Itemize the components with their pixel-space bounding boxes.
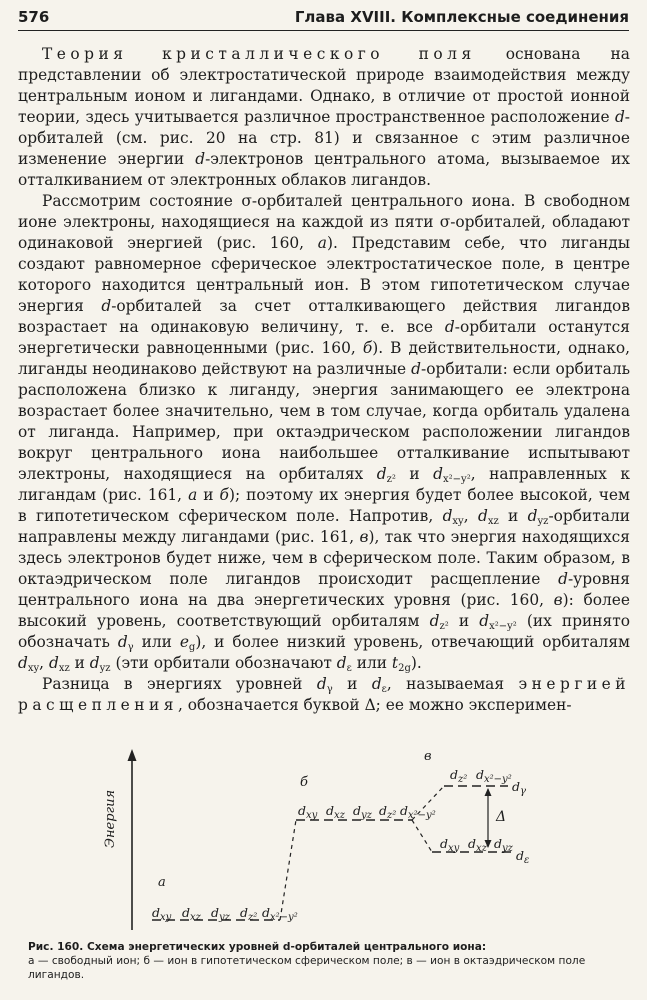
delta-label: Δ <box>496 809 507 825</box>
orbital-label-eg-z2: $d_{z^2}$ <box>450 767 468 785</box>
ref-letter: б <box>219 486 229 504</box>
ref-letter: а <box>188 486 198 504</box>
body-text <box>18 44 630 716</box>
orbital-subscript: xy <box>27 663 40 674</box>
orbital-symbol: d <box>429 612 440 630</box>
orbital-label-eg-x2y2: $d_{x^2-y^2}$ <box>476 767 512 785</box>
symbol-d: d <box>614 108 625 126</box>
orbital-subscript: ε <box>346 663 352 674</box>
text-run: основана на представлении об электростатической природе взаимодействия между центральным ионом и лигандами. Однако, в отличие от простой ионной теории, здесь учитывается различное пространственное расположение <box>18 45 630 126</box>
orbital-label-a-x2y2: $d_{x^2-y^2}$ <box>262 905 298 923</box>
running-title: Глава XVIII. Комплексные соединения <box>294 8 629 26</box>
energy-level-diagram <box>0 745 647 935</box>
symbol-d: d <box>444 318 455 336</box>
text-run: и <box>395 465 434 483</box>
text-run: , <box>463 507 478 525</box>
text-run: и <box>498 507 528 525</box>
text-run: -орбитали останутся энергетически равноценными (рис. 160, <box>18 318 630 357</box>
text-run: ). В действительности, однако, лиганды неодинаково действуют на различные <box>18 339 630 378</box>
text-run: и <box>197 486 220 504</box>
orbital-symbol: d <box>48 654 59 672</box>
text-run: и <box>69 654 90 672</box>
orbital-subscript: z² <box>439 621 449 632</box>
text-run: -орбитали направлены между лигандами (рис. 161, <box>18 507 631 546</box>
ref-letter: б <box>362 339 373 357</box>
figure-caption <box>28 940 628 982</box>
orbital-subscript: 2g <box>398 663 411 674</box>
spaced-term: Теория кристаллического поля <box>42 45 476 63</box>
text-run: Рассмотрим состояние σ-орбиталей центрального иона. В свободном ионе электроны, находящиеся на каждой из пяти σ-орбиталей, обладают одинаковой энергией (рис. 160, <box>18 192 630 252</box>
energy-axis-label: Энергия <box>103 789 118 848</box>
orbital-subscript: xy <box>452 516 464 527</box>
orbital-subscript: x²−y² <box>443 474 471 485</box>
orbital-symbol: d <box>336 654 347 672</box>
orbital-symbol: t <box>391 654 399 672</box>
orbital-label-b-z2: $d_{z^2}$ <box>379 803 397 821</box>
text-run: -орбиталей за счет отталкивающего действия лигандов возрастает на одинаковую величину, т. е. все <box>18 297 630 336</box>
text-run: -орбиталей (см. рис. 20 на стр. 81) и связанное с этим различное изменение энергии <box>18 108 630 168</box>
orbital-subscript: yz <box>537 516 549 527</box>
text-run: ): более высокий уровень, соответствующий орбиталям <box>18 591 631 630</box>
orbital-label-t2g-yz: $d_{yz}$ <box>494 836 513 854</box>
energy-axis-arrowhead <box>128 749 137 761</box>
orbital-subscript: ε <box>381 684 387 695</box>
symbol-d: d <box>558 570 568 588</box>
text-run: или <box>133 633 180 651</box>
text-run: ). <box>410 654 422 672</box>
symbol-d: d <box>195 150 206 168</box>
orbital-subscript: z² <box>386 474 396 485</box>
symbol-d: d <box>101 297 112 315</box>
orbital-symbol: d <box>477 507 488 525</box>
text-run: , направленных к лигандам (рис. 161, <box>18 465 630 504</box>
orbital-symbol: d <box>442 507 453 525</box>
orbital-symbol: d <box>527 507 538 525</box>
symbol-d: d <box>411 360 421 378</box>
paragraph-1 <box>18 44 630 191</box>
diagram-lines <box>0 745 647 935</box>
orbital-subscript: γ <box>127 642 134 653</box>
orbital-label-a-yz: $d_{yz}$ <box>211 905 230 923</box>
orbital-subscript: x²−y² <box>489 621 517 632</box>
orbital-symbol: d <box>371 675 382 693</box>
level-label-d-eps: $d_\varepsilon$ <box>516 848 530 866</box>
text-run: и <box>448 612 480 630</box>
orbital-subscript: g <box>188 642 196 653</box>
orbital-symbol: d <box>316 675 327 693</box>
figure-label-v: в <box>424 749 432 764</box>
orbital-symbol: d <box>433 465 444 483</box>
text-run: , обозначается буквой Δ; ее можно эксперимен- <box>177 696 572 714</box>
level-label-d-gamma: $d_\gamma$ <box>512 779 526 797</box>
orbital-subscript: γ <box>326 684 333 695</box>
text-run: (их принято обозначать <box>18 612 630 651</box>
orbital-label-b-xz: $d_{xz}$ <box>326 803 345 821</box>
text-run: и <box>332 675 372 693</box>
paragraph-3 <box>18 674 630 716</box>
text-run: ). Представим себе, что лиганды создают равномерное сферическое электростатическое поле, в центре которого находится центральный ион. В этом гипотетическом случае энергия <box>18 234 630 315</box>
orbital-label-a-xy: $d_{xy}$ <box>152 905 172 923</box>
orbital-label-a-z2: $d_{z^2}$ <box>240 905 258 923</box>
orbital-label-b-yz: $d_{yz}$ <box>353 803 372 821</box>
orbital-symbol: d <box>376 465 387 483</box>
text-run: -орбитали: если орбиталь расположена близко к лиганду, энергия занимающего ее электрона возрастает более значительно, чем в том случае, когда орбиталь удалена от лиганда. Например, при октаэдрическом расположении лигандов вокруг центрального иона наибольшее отталкивание испытывают электроны, находящиеся на орбиталях <box>18 360 630 483</box>
text-run: -уровня центрального иона на два энергетических уровня (рис. 160, <box>18 570 630 609</box>
text-run: ), и более низкий уровень, отвечающий орбиталям <box>195 633 631 651</box>
page-number: 576 <box>18 8 50 26</box>
caption-legend: а — свободный ион; б — ион в гипотетическом сферическом поле; в — ион в октаэдрическом поле лигандов. <box>28 955 586 981</box>
delta-arrowhead-top <box>485 788 492 796</box>
figure-label-b: б <box>300 775 308 790</box>
orbital-symbol: d <box>117 633 128 651</box>
text-run: ); поэтому их энергия будет более высокой, чем в гипотетическом сферическом поле. Напротив, <box>18 486 630 525</box>
orbital-label-b-x2y2: $d_{x^2-y^2}$ <box>400 803 436 821</box>
orbital-subscript: xz <box>487 516 499 527</box>
orbital-label-a-xz: $d_{xz}$ <box>182 905 201 923</box>
text-run: -электронов центрального атома, вызываемое их отталкиванием от электронных облаков лигандов. <box>18 150 630 189</box>
text-run: Разница в энергиях уровней <box>42 675 317 693</box>
text-run: (эти орбитали обозначают <box>110 654 337 672</box>
orbital-symbol: d <box>479 612 490 630</box>
ref-letter: а <box>317 234 327 252</box>
orbital-label-t2g-xz: $d_{xz}$ <box>468 836 487 854</box>
spaced-term: энергией расщепления <box>18 675 631 714</box>
caption-title: Рис. 160. Схема энергетических уровней d-орбиталей центрального иона: <box>28 941 487 953</box>
figure-label-a: а <box>158 875 166 890</box>
orbital-symbol: e <box>179 633 189 651</box>
orbital-subscript: yz <box>99 663 111 674</box>
ref-letter: в <box>553 591 563 609</box>
text-run: или <box>351 654 392 672</box>
text-run: ), так что энергия находящихся здесь электронов будет ниже, чем в сферическом поле. Таким образом, в октаэдрическом поле лигандов происходит расщепление <box>18 528 630 588</box>
connector-b-t2g <box>412 820 432 852</box>
orbital-symbol: d <box>89 654 100 672</box>
paragraph-2 <box>18 191 630 674</box>
text-run: , называемая <box>386 675 519 693</box>
orbital-label-b-xy: $d_{xy}$ <box>298 803 318 821</box>
orbital-subscript: xz <box>58 663 70 674</box>
orbital-label-t2g-xy: $d_{xy}$ <box>440 836 460 854</box>
ref-letter: в <box>359 528 369 546</box>
text-run: , <box>39 654 49 672</box>
page-header <box>18 6 629 31</box>
orbital-symbol: d <box>18 654 28 672</box>
